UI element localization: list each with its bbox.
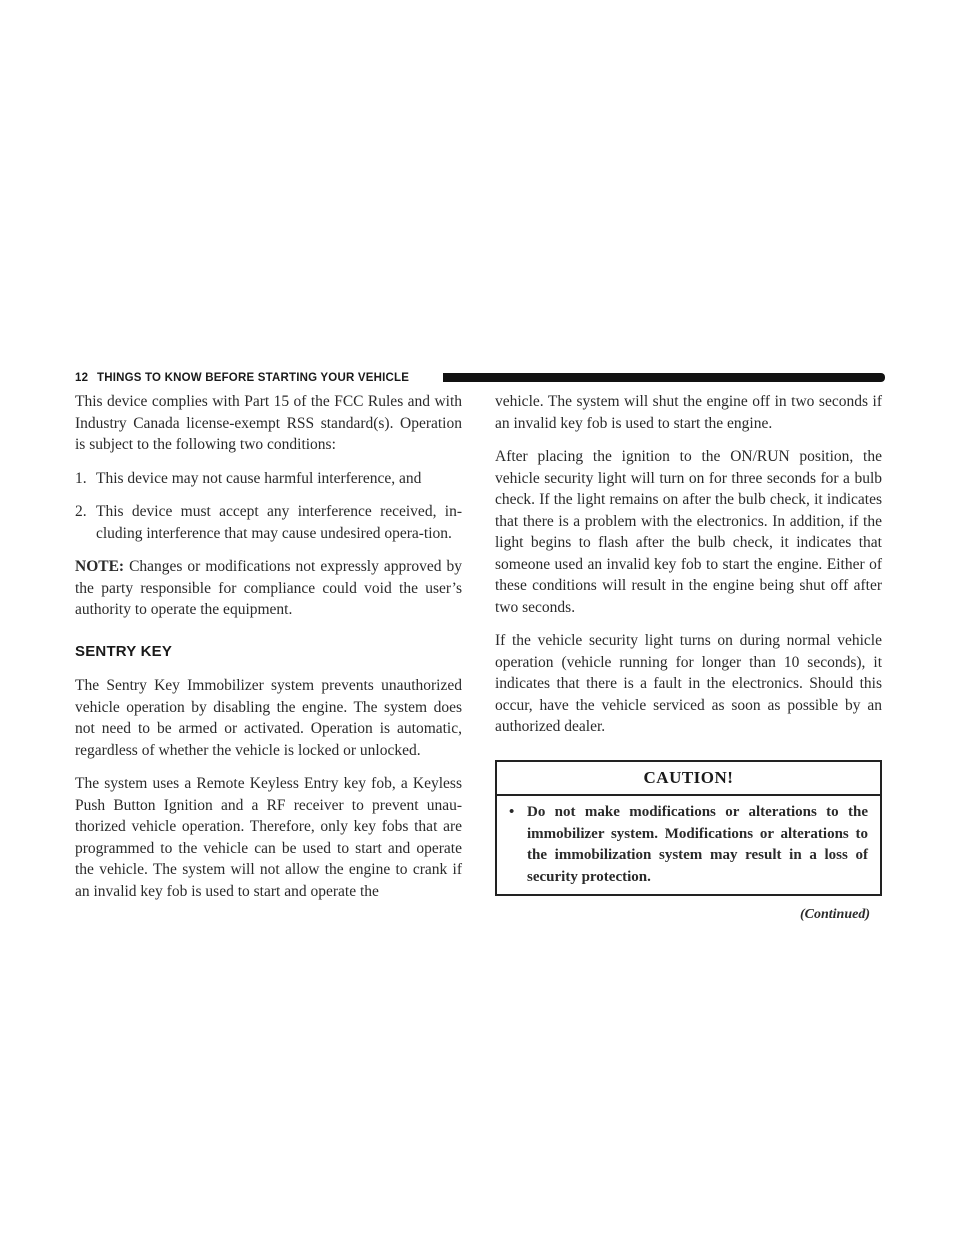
page-number: 12	[75, 372, 89, 384]
left-column	[75, 391, 462, 914]
fcc-intro-paragraph: This device complies with Part 15 of the FCC Rules and with Industry Canada license-exempt RSS standard(s). Operation is subject to the following two conditions:	[75, 393, 462, 453]
header-rule	[443, 373, 885, 382]
caution-body	[497, 796, 880, 894]
bullet-icon: •	[509, 804, 515, 820]
page-header	[75, 370, 885, 386]
caution-bullet-text: Do not make modifications or alterations to the immobilizer system. Modifications or alterations to the immobilization system may result in a loss of security protection.	[527, 804, 868, 885]
body-paragraph: After placing the ignition to the ON/RUN position, the vehicle security light will turn on for three seconds for a bulb check. If the light remains on after the bulb check, it indicates that there is a problem with the electronics. In addition, if the light begins to flash after the bulb check, it indicates that someone used an invalid key fob to start the engine. Either of these conditions will result in the engine being shut off after two seconds.	[495, 448, 882, 616]
caution-bullet	[509, 802, 868, 888]
note-paragraph	[75, 556, 462, 621]
list-number: 1.	[75, 469, 87, 487]
list-number: 2.	[75, 503, 87, 520]
body-paragraph: If the vehicle security light turns on during normal vehicle operation (vehicle running for longer than 10 seconds), it indicates that there is a fault in the electronics. Should this occur, have the vehicle serviced as soon as possible by an authorized dealer.	[495, 632, 882, 735]
continued-label: (Continued)	[799, 907, 870, 922]
section-heading: SENTRY KEY	[75, 642, 173, 660]
caution-box	[495, 760, 882, 897]
right-column	[495, 391, 882, 926]
list-text: This device may not cause harmful interference, and	[96, 469, 422, 487]
sentry-key-paragraph: The system uses a Remote Keyless Entry key fob, a Keyless Push Button Ignition and a RF receiver to prevent unau-thorized vehicle operation. Therefore, only key fobs that are programmed to the vehicle can be used to start and operate the vehicle. The system will not allow the engine to crank if an invalid key fob is used to start and operate the	[75, 775, 462, 900]
sentry-key-paragraph: The Sentry Key Immobilizer system prevents unauthorized vehicle operation by disabling the engine. The system does not need to be armed or activated. Operation is automatic, regardless of whether the vehicle is locked or unlocked.	[75, 677, 462, 759]
note-text: Changes or modifications not expressly approved by the party responsible for compliance could void the user’s authority to operate the equipment.	[75, 558, 462, 618]
list-text: This device must accept any interference received, in-cluding interference that may cause undesired opera-tion.	[96, 503, 462, 542]
section-title: THINGS TO KNOW BEFORE STARTING YOUR VEHICLE	[97, 372, 410, 384]
list-item	[75, 501, 462, 544]
body-paragraph: vehicle. The system will shut the engine off in two seconds if an invalid key fob is used to start the engine.	[495, 393, 882, 432]
caution-title: CAUTION!	[497, 762, 880, 797]
note-label: NOTE:	[75, 558, 125, 575]
list-item	[75, 468, 462, 490]
